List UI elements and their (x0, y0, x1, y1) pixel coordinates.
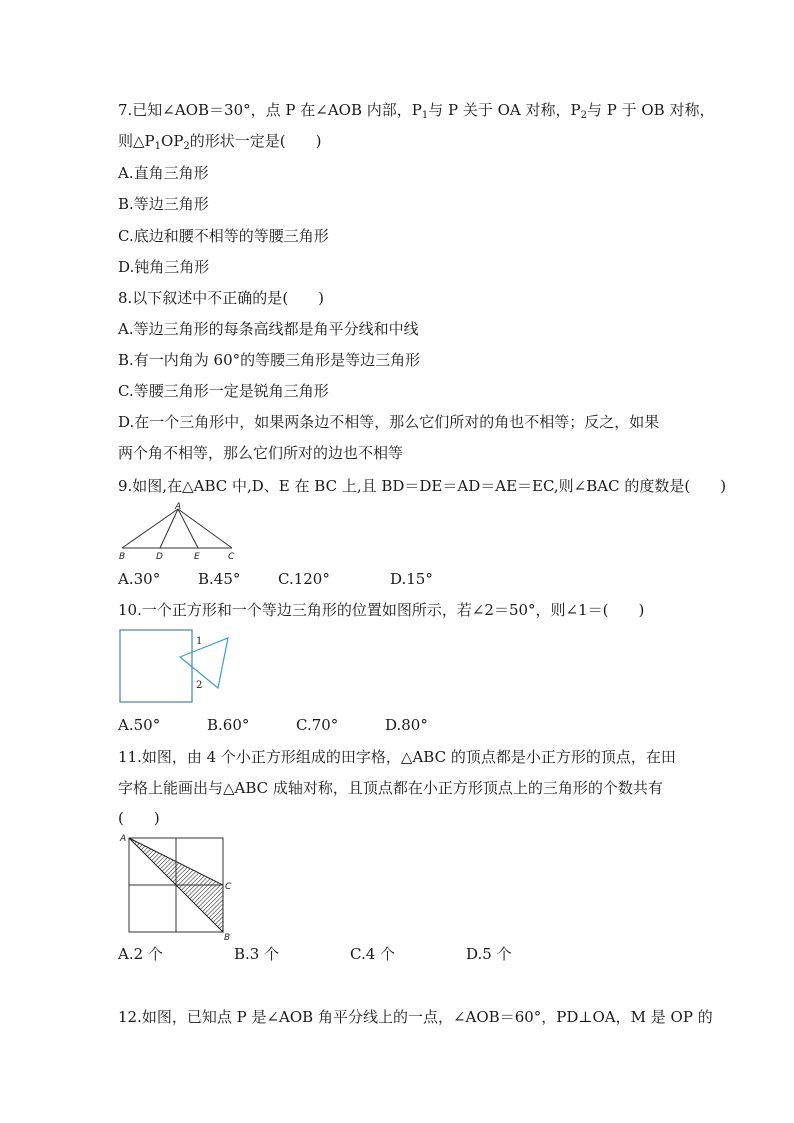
q11-option-a: A.2 个 (118, 945, 163, 963)
q11-label-a: A (120, 834, 127, 844)
q9-label-e: E (194, 552, 200, 562)
q11-options (118, 944, 512, 964)
q10-label-angle2: 2 (196, 680, 203, 691)
q9-stem: 9.如图,在△ABC 中,D、E 在 BC 上,且 BD＝DE＝AD＝AE＝EC,则∠BAC 的度数是( ) (118, 477, 727, 495)
q10-option-d: D.80° (385, 716, 428, 734)
q7-line1: 7.已知∠AOB＝30°，点 P 在∠AOB 内部，$P_1$与 P 关于 OA 对称，$P_2$与 P 于 OB 对称， (118, 101, 715, 121)
q9-label-b: B (119, 552, 126, 562)
q10-option-c: C.70° (296, 716, 339, 734)
q9-line-ab (122, 509, 178, 548)
q10-option-a: A.50° (118, 716, 161, 734)
q8-option-a: A.等边三角形的每条高线都是角平分线和中线 (118, 320, 419, 338)
q11-line1: 11.如图，由 4 个小正方形组成的田字格，△ABC 的顶点都是小正方形的顶点，在田 (118, 748, 676, 766)
q9-option-d: D.15° (390, 570, 433, 588)
q10-options (118, 715, 428, 735)
q9-label-a: A (175, 502, 182, 512)
q10-stem: 10.一个正方形和一个等边三角形的位置如图所示，若∠2＝50°，则∠1＝( ) (118, 601, 645, 619)
q9-label-c: C (228, 552, 235, 562)
q11-label-b: B (224, 933, 231, 942)
q10-figure (116, 626, 236, 706)
q11-line3: ( ) (118, 809, 160, 827)
q11-option-d: D.5 个 (466, 945, 512, 963)
q10-square (120, 630, 192, 702)
q7-option-b: B.等边三角形 (118, 195, 209, 213)
q12-line1: 12.如图，已知点 P 是∠AOB 角平分线上的一点，∠AOB＝60°，PD⊥OA，M 是 OP 的 (118, 1008, 713, 1026)
q11-figure (114, 830, 244, 942)
q10-triangle (180, 638, 228, 688)
q7-option-c: C.底边和腰不相等的等腰三角形 (118, 227, 329, 245)
q8-option-d-cont: 两个角不相等，那么它们所对的边也不相等 (118, 444, 404, 462)
q8-option-b: B.有一内角为 60°的等腰三角形是等边三角形 (118, 351, 421, 369)
q7-line2: 则$\triangle P_1OP_2$的形状一定是( ) (118, 132, 322, 152)
q11-option-c: C.4 个 (350, 945, 396, 963)
q11-line2: 字格上能画出与△ABC 成轴对称，且顶点都在小正方形顶点上的三角形的个数共有 (118, 779, 663, 797)
q9-option-b: B.45° (198, 570, 241, 588)
q8-option-d: D.在一个三角形中，如果两条边不相等，那么它们所对的角也不相等；反之，如果 (118, 413, 660, 431)
q9-line-ac (178, 509, 232, 548)
q11-label-c: C (225, 882, 232, 892)
q9-options (118, 569, 433, 589)
q8-option-c: C.等腰三角形一定是锐角三角形 (118, 382, 329, 400)
q10-label-angle1: 1 (196, 636, 203, 647)
q8-stem: 8.以下叙述中不正确的是( ) (118, 289, 325, 307)
q9-label-d: D (156, 552, 163, 562)
q10-option-b: B.60° (207, 716, 250, 734)
q9-option-a: A.30° (118, 570, 161, 588)
q9-line-ae (178, 509, 198, 548)
q9-figure (116, 500, 240, 562)
q9-option-c: C.120° (278, 570, 330, 588)
q7-option-d: D.钝角三角形 (118, 258, 210, 276)
q11-option-b: B.3 个 (234, 945, 280, 963)
q7-option-a: A.直角三角形 (118, 164, 209, 182)
